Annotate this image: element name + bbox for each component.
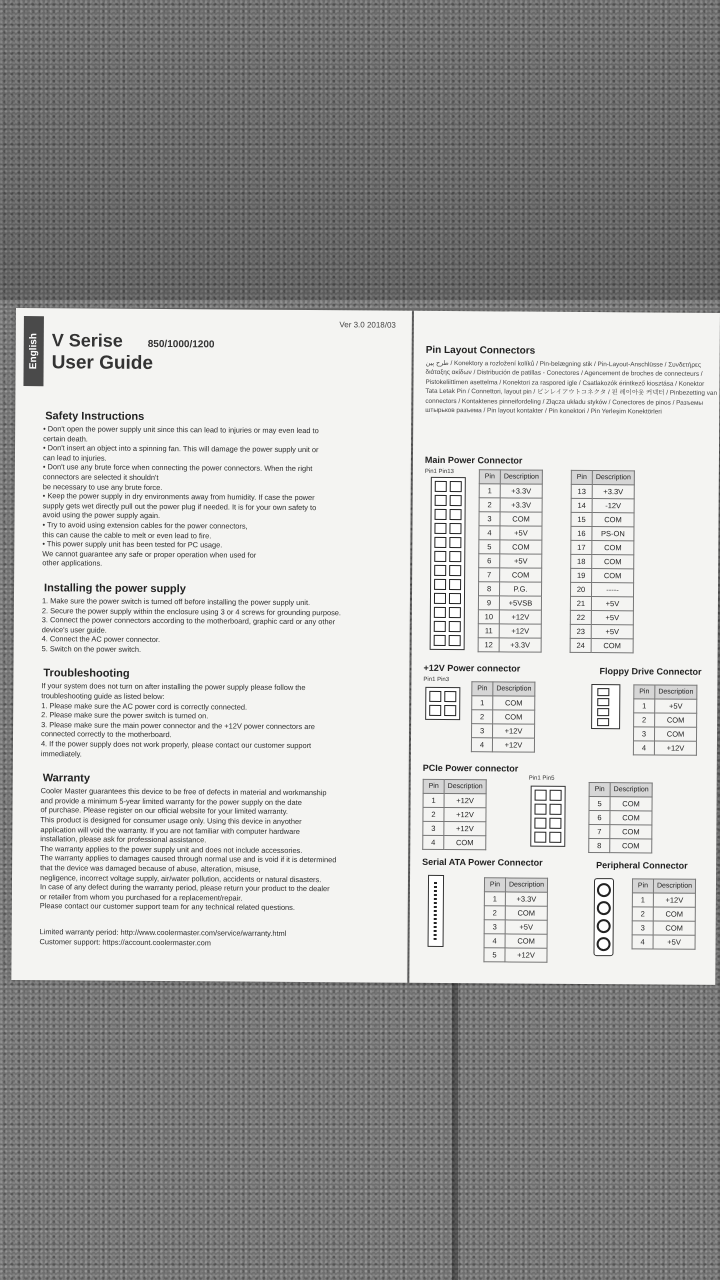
pin-description: +3.3V [499, 638, 541, 652]
table-row [484, 948, 547, 962]
connector-pin [449, 593, 461, 604]
language-tab-label: English [28, 333, 40, 370]
section-text-line: be necessary to use any brute force. [42, 481, 163, 492]
pin-description: COM [654, 727, 696, 741]
table-row [472, 724, 535, 738]
table-row [423, 807, 486, 821]
table-row [479, 568, 542, 582]
right-page [409, 311, 720, 985]
version-label: Ver 3.0 2018/03 [339, 320, 396, 330]
peripheral-connector-diagram [593, 878, 614, 956]
section-text-line: If your system does not turn on after installing the power supply please follow the [41, 681, 306, 693]
p12-connector-diagram [425, 687, 460, 720]
warranty-period-link[interactable]: Limited warranty period: http://www.coolermaster.com/service/warranty.html [39, 927, 287, 938]
table-row [632, 921, 695, 935]
connector-pin [449, 579, 461, 590]
connector-pin [434, 607, 446, 618]
pin-number: 20 [571, 582, 592, 596]
pin-number: 3 [472, 724, 493, 738]
description-header: Description [500, 470, 542, 484]
section-text-line: of purchase. Please register on our official website for your limited warranty. [40, 805, 288, 817]
connector-pin [549, 832, 561, 843]
pin-number: 5 [589, 797, 610, 811]
pin-description: COM [592, 555, 634, 569]
pin-description: COM [592, 541, 634, 555]
pin-number: 22 [570, 610, 591, 624]
pin-description: +3.3V [592, 485, 634, 499]
connector-pin [449, 565, 461, 576]
pin-number: 6 [479, 554, 500, 568]
section-text-line: Cooler Master guarantees this device to be free of defects in material and workmanship [40, 786, 327, 798]
table-row [632, 935, 695, 949]
pin-description: COM [610, 839, 652, 853]
pin-description: COM [655, 713, 697, 727]
table-row [478, 596, 541, 610]
pin-description: ----- [591, 583, 633, 597]
pin-description: COM [653, 921, 695, 935]
connector-pin [549, 804, 561, 815]
pin-header: Pin [634, 685, 655, 699]
section-text-line: installation, please ask for professional assistance. [40, 834, 207, 845]
pin-description: +12V [499, 610, 541, 624]
description-header: Description [493, 682, 535, 696]
pin-description: COM [493, 710, 535, 724]
connector-pin [449, 607, 461, 618]
section-text-line: Please contact our customer support team for any technical related questions. [39, 901, 295, 913]
pin-number: 4 [479, 526, 500, 540]
section-spacer [42, 568, 404, 579]
pin-number: 18 [571, 554, 592, 568]
table-header-row [571, 470, 634, 484]
pin-header: Pin [589, 783, 610, 797]
pin-header: Pin [479, 470, 500, 484]
pin-number: 2 [634, 713, 655, 727]
connector-pin [434, 593, 446, 604]
table-row [570, 638, 633, 652]
section-text-line: negligence, incorrect voltage supply, air/water pollution, accidents or natural disasters. [39, 872, 322, 884]
table-row [478, 610, 541, 624]
table-row [479, 540, 542, 554]
pin-number: 4 [633, 741, 654, 755]
section-text-line: The warranty applies to the power supply unit and does not include accessories. [40, 843, 303, 855]
pin-description: +5V [591, 611, 633, 625]
table-row [633, 741, 696, 755]
section-spacer [40, 911, 402, 922]
carpet-background [0, 0, 720, 300]
pin-description: +5V [505, 920, 547, 934]
description-header: Description [592, 471, 634, 485]
main-connector-table-right [570, 470, 635, 653]
table-row [423, 821, 486, 835]
section-text-line: 1. Please make sure the AC power cord is correctly connected. [41, 700, 248, 712]
pin-header: Pin [632, 879, 653, 893]
section-heading: Safety Instructions [45, 410, 145, 423]
table-header-row [423, 779, 486, 793]
pin-number: 11 [478, 624, 499, 638]
pin-number: 10 [478, 610, 499, 624]
sata-connector-diagram [428, 875, 445, 947]
table-row [479, 554, 542, 568]
table-header-row [634, 685, 697, 699]
pin-number: 4 [632, 935, 653, 949]
section-text-line: 2. Secure the power supply within the enclosure using 3 or 4 screws for grounding purpose. [41, 605, 342, 617]
table-row [571, 484, 634, 498]
connector-pin [434, 523, 446, 534]
table-header-row [632, 879, 695, 893]
pin-description: +12V [505, 948, 547, 962]
pin-number: 2 [423, 807, 444, 821]
pin-number: 14 [571, 498, 592, 512]
pin-description: PS-ON [592, 527, 634, 541]
description-header: Description [505, 878, 547, 892]
model-numbers: 850/1000/1200 [147, 338, 215, 351]
pin-number: 2 [472, 710, 493, 724]
connector-pin [449, 537, 461, 548]
section-text-line: 2. Please make sure the power switch is turned on. [41, 710, 209, 721]
section-text-line: 3. Connect the power connectors according to the motherboard, graphic card or any other [41, 615, 336, 627]
peripheral-connector-table [632, 878, 697, 949]
table-row [571, 540, 634, 554]
connector-pin [534, 832, 546, 843]
pin-number: 21 [570, 596, 591, 610]
product-title: V Serise [51, 330, 123, 351]
pin-number: 6 [589, 811, 610, 825]
connector-pin [429, 691, 441, 702]
table-row [478, 624, 541, 638]
table-row [589, 825, 652, 839]
table-row [479, 582, 542, 596]
section-text-line: certain death. [43, 433, 88, 444]
pin-number: 1 [423, 793, 444, 807]
user-guide-sheet [11, 308, 720, 985]
pin-description: COM [500, 512, 542, 526]
connector-pin [434, 635, 446, 646]
section-text-line: and provide a minimum 5-year limited warranty for the power supply on the date [40, 795, 302, 807]
pin-description: +5V [653, 935, 695, 949]
pin-description: COM [505, 934, 547, 948]
description-header: Description [444, 780, 486, 794]
section-text-line: 5. Switch on the power switch. [41, 644, 142, 654]
pin-description: COM [500, 568, 542, 582]
section-text-line: troubleshooting guide as listed below: [41, 691, 165, 702]
pin-number: 2 [479, 498, 500, 512]
table-header-row [472, 682, 535, 696]
floppy-connector-table [633, 684, 698, 755]
left-page [11, 308, 412, 983]
pin-description: COM [592, 569, 634, 583]
pin-description: COM [610, 825, 652, 839]
table-row [571, 582, 634, 596]
pcie-connector-table-left [422, 779, 487, 850]
pin-number: 7 [589, 825, 610, 839]
table-row [632, 893, 695, 907]
pcie-pin-labels: Pin1 Pin5 [528, 775, 555, 782]
section-text-line: connectors are selected it shouldn't [42, 472, 159, 482]
table-row [484, 892, 547, 906]
pin-number: 5 [479, 540, 500, 554]
table-header-row [589, 783, 652, 797]
table-row [633, 727, 696, 741]
connector-pin [435, 509, 447, 520]
connector-pin [534, 804, 546, 815]
description-header: Description [655, 685, 697, 699]
pin-number: 3 [484, 920, 505, 934]
pin-number: 1 [632, 893, 653, 907]
connector-pin [450, 509, 462, 520]
pin-number: 16 [571, 526, 592, 540]
pin-number: 1 [472, 696, 493, 710]
pin-description: -12V [592, 499, 634, 513]
table-row [570, 596, 633, 610]
section-text-line: supply gets wet directly pull out the power plug if needed. It is for your own safety to [42, 500, 317, 512]
pin-description: +12V [444, 822, 486, 836]
section-text-line: avoid using the power supply again. [42, 510, 161, 521]
pin-number: 8 [479, 582, 500, 596]
main-connector-heading: Main Power Connector [424, 454, 523, 466]
connector-pin [535, 790, 547, 801]
pin-description: +5V [655, 699, 697, 713]
pcie-connector-diagram [530, 786, 565, 847]
pin-number: 1 [479, 484, 500, 498]
carpet-seam [452, 980, 458, 1280]
p12-connector-table [471, 681, 536, 752]
sata-connector-table [483, 877, 548, 962]
table-row [478, 638, 541, 652]
section-text-line: immediately. [40, 748, 82, 759]
pin-description: +5V [591, 625, 633, 639]
table-row [634, 699, 697, 713]
pin-number: 12 [478, 638, 499, 652]
section-text-line: In case of any defect during the warranty period, please return your product to the dealer [39, 882, 330, 894]
pin-number: 4 [471, 738, 492, 752]
pin-number: 2 [484, 906, 505, 920]
connector-pin [434, 537, 446, 548]
table-row [589, 797, 652, 811]
table-row [479, 484, 542, 498]
pin-description: COM [591, 639, 633, 653]
pin-number: 7 [479, 568, 500, 582]
section-text-line: that the device was damaged because of abuse, alteration, misuse, [40, 863, 261, 874]
table-row [570, 624, 633, 638]
connector-pin [449, 523, 461, 534]
pin-description: +12V [493, 724, 535, 738]
pin-number: 4 [484, 934, 505, 948]
pin-description: P.G. [500, 582, 542, 596]
section-text-line: We cannot guarantee any safe or proper operation when used for [42, 548, 257, 560]
left-body [40, 404, 406, 949]
pin-description: +12V [492, 738, 534, 752]
pin-description: +12V [499, 624, 541, 638]
language-tab [23, 316, 43, 386]
table-row [571, 568, 634, 582]
section-text-line: • Don't open the power supply unit since this can lead to injuries or may even lead to [43, 424, 319, 436]
section-heading: Troubleshooting [43, 667, 130, 681]
pin-description: +3.3V [500, 498, 542, 512]
pin-number: 5 [484, 948, 505, 962]
section-text-line: The warranty applies to damages caused through normal use and is void if it is determined [40, 853, 337, 865]
section-text-line: • This power supply unit has been tested for PC usage. [42, 539, 223, 550]
pin-description: COM [493, 696, 535, 710]
connector-pin [449, 621, 461, 632]
pin-description: +3.3V [500, 484, 542, 498]
pin-number: 3 [479, 512, 500, 526]
floppy-connector-diagram [591, 684, 620, 729]
pin-number: 1 [634, 699, 655, 713]
description-header: Description [653, 879, 695, 893]
table-row [484, 920, 547, 934]
table-row [570, 610, 633, 624]
pin-description: COM [610, 811, 652, 825]
pin-description: COM [610, 797, 652, 811]
table-row [479, 512, 542, 526]
table-row [571, 554, 634, 568]
connector-pin [534, 818, 546, 829]
connector-pin [444, 705, 456, 716]
connector-pin [449, 635, 461, 646]
connector-pin [434, 621, 446, 632]
connector-pin [434, 565, 446, 576]
main-connector-diagram [430, 477, 466, 650]
pin-layout-title: Pin Layout Connectors [425, 344, 536, 357]
pin-description: +5V [591, 597, 633, 611]
pin-header: Pin [571, 470, 592, 484]
section-text-line: This product is designed for consumer usage only. Using this device in anyother [40, 815, 302, 827]
section-text-line: connected correctly to the motherboard. [40, 729, 172, 740]
peripheral-connector-heading: Peripheral Connector [596, 860, 688, 871]
p12-connector-heading: +12V Power connector [423, 662, 521, 674]
pcie-connector-table-right [588, 782, 653, 853]
pin-description: +3.3V [505, 892, 547, 906]
connector-pin [450, 481, 462, 492]
pin-description: COM [592, 513, 634, 527]
floppy-connector-heading: Floppy Drive Connector [599, 666, 702, 677]
table-row [484, 906, 547, 920]
section-text-line: device's user guide. [41, 624, 107, 635]
connector-pin [435, 481, 447, 492]
pin-description: COM [444, 835, 486, 849]
connector-pin [449, 551, 461, 562]
section-text-line: or retailer from whom you purchased for a replacement/repair. [39, 891, 243, 903]
pin-description: +5V [500, 526, 542, 540]
section-heading: Installing the power supply [44, 582, 186, 596]
section-text-line: 4. Connect the AC power connector. [41, 634, 161, 645]
section-text-line: • Keep the power supply in dry environments away from humidity. If case the power [42, 491, 315, 503]
table-row [479, 498, 542, 512]
main-connector-pin-labels: Pin1 Pin13 [424, 468, 454, 476]
section-text-line: 3. Please make sure the main power connector and the +12V power connectors are [41, 720, 315, 731]
section-spacer [41, 758, 403, 769]
main-connector-table-left [478, 469, 543, 652]
section-heading: Warranty [42, 772, 91, 785]
table-row [472, 710, 535, 724]
table-row [571, 512, 634, 526]
pin-number: 3 [423, 821, 444, 835]
pin-number: 23 [570, 624, 591, 638]
pin-number: 2 [632, 907, 653, 921]
pin-description: +5V [500, 554, 542, 568]
table-row [589, 839, 652, 853]
table-row [472, 696, 535, 710]
section-text-line: can lead to injuries. [42, 452, 107, 463]
pin-description: +12V [653, 893, 695, 907]
section-text-line: other applications. [42, 558, 103, 568]
pin-description: +12V [444, 794, 486, 808]
pin-layout-translations: طرح پین / Konektory a rozložení kolíků / Pin-belægning stik / Pin-Layout-Anschlüsse / Συνδετήρες διάταξης ακίδων / Distribución de patillas - Conectores / Agencement de broches de connecteurs / Pistokeliittimen asettelma / Konektori za raspored igle / Csatlakozók érintkező kiosztása / Konektor Tata Letak Pin / Connettori, layout pin / ピンレイアウトコネクタ / 핀 레이아웃 커넥터 / Pinbezetting van connectors / Kontaktenes pinneifordeling / Złącza układu styków / Conectores de pinos / Разъемы штырьков разъема / Pin layout kontakter / Pin konektori / Pin Yerleşim Konektörleri [425, 359, 718, 416]
connector-pin [434, 579, 446, 590]
table-row [571, 498, 634, 512]
pin-number: 17 [571, 540, 592, 554]
sata-connector-heading: Serial ATA Power Connector [422, 856, 543, 868]
section-text-line: • Don't use any brute force when connecting the power connectors. When the right [42, 462, 313, 474]
table-header-row [479, 470, 542, 484]
pin-header: Pin [472, 682, 493, 696]
left-footer [40, 927, 402, 949]
table-row [423, 793, 486, 807]
table-row [571, 526, 634, 540]
pin-number: 8 [589, 839, 610, 853]
table-row [589, 811, 652, 825]
pin-number: 3 [633, 727, 654, 741]
connector-pin [435, 495, 447, 506]
customer-support-link[interactable]: Customer support: https://account.coolermaster.com [39, 936, 211, 947]
guide-title: User Guide [51, 352, 154, 374]
pin-number: 1 [484, 892, 505, 906]
pin-description: COM [653, 907, 695, 921]
connector-pin [549, 818, 561, 829]
section-text-line: • Don't insert an object into a spinning fan. This will damage the power supply unit or [42, 443, 319, 455]
pin-number: 13 [571, 484, 592, 498]
table-row [634, 713, 697, 727]
pin-number: 3 [632, 921, 653, 935]
pin-number: 9 [478, 596, 499, 610]
pin-description: +5VSB [499, 596, 541, 610]
pin-number: 24 [570, 638, 591, 652]
connector-pin [550, 790, 562, 801]
table-row [423, 835, 486, 849]
section-spacer [42, 654, 404, 665]
pin-number: 15 [571, 512, 592, 526]
table-row [632, 907, 695, 921]
table-header-row [484, 878, 547, 892]
pin-header: Pin [484, 878, 505, 892]
table-row [479, 526, 542, 540]
connector-pin [434, 551, 446, 562]
section-text-line: 1. Make sure the power switch is turned off before installing the power supply unit. [41, 596, 311, 607]
description-header: Description [610, 783, 652, 797]
pin-description: +12V [654, 741, 696, 755]
section-text-line: • Try to avoid using extension cables for the power connectors, [42, 520, 248, 531]
pin-number: 4 [423, 835, 444, 849]
connector-pin [444, 691, 456, 702]
connector-pin [429, 705, 441, 716]
pin-description: COM [500, 540, 542, 554]
section-text-line: application will void the warranty. If you are not familiar with computer hardware [40, 824, 300, 836]
pin-description: COM [505, 906, 547, 920]
table-row [484, 934, 547, 948]
section-text-line: 4. If the power supply does not work properly, please contact our customer support [40, 739, 312, 751]
p12-pin-labels: Pin1 Pin3 [423, 676, 450, 684]
pin-description: +12V [444, 808, 486, 822]
connector-pin [450, 495, 462, 506]
pcie-connector-heading: PCIe Power connector [422, 762, 519, 774]
pin-header: Pin [423, 779, 444, 793]
section-text-line: this can cause the cable to melt or even lead to fire. [42, 529, 212, 540]
table-row [471, 738, 534, 752]
pin-number: 19 [571, 568, 592, 582]
